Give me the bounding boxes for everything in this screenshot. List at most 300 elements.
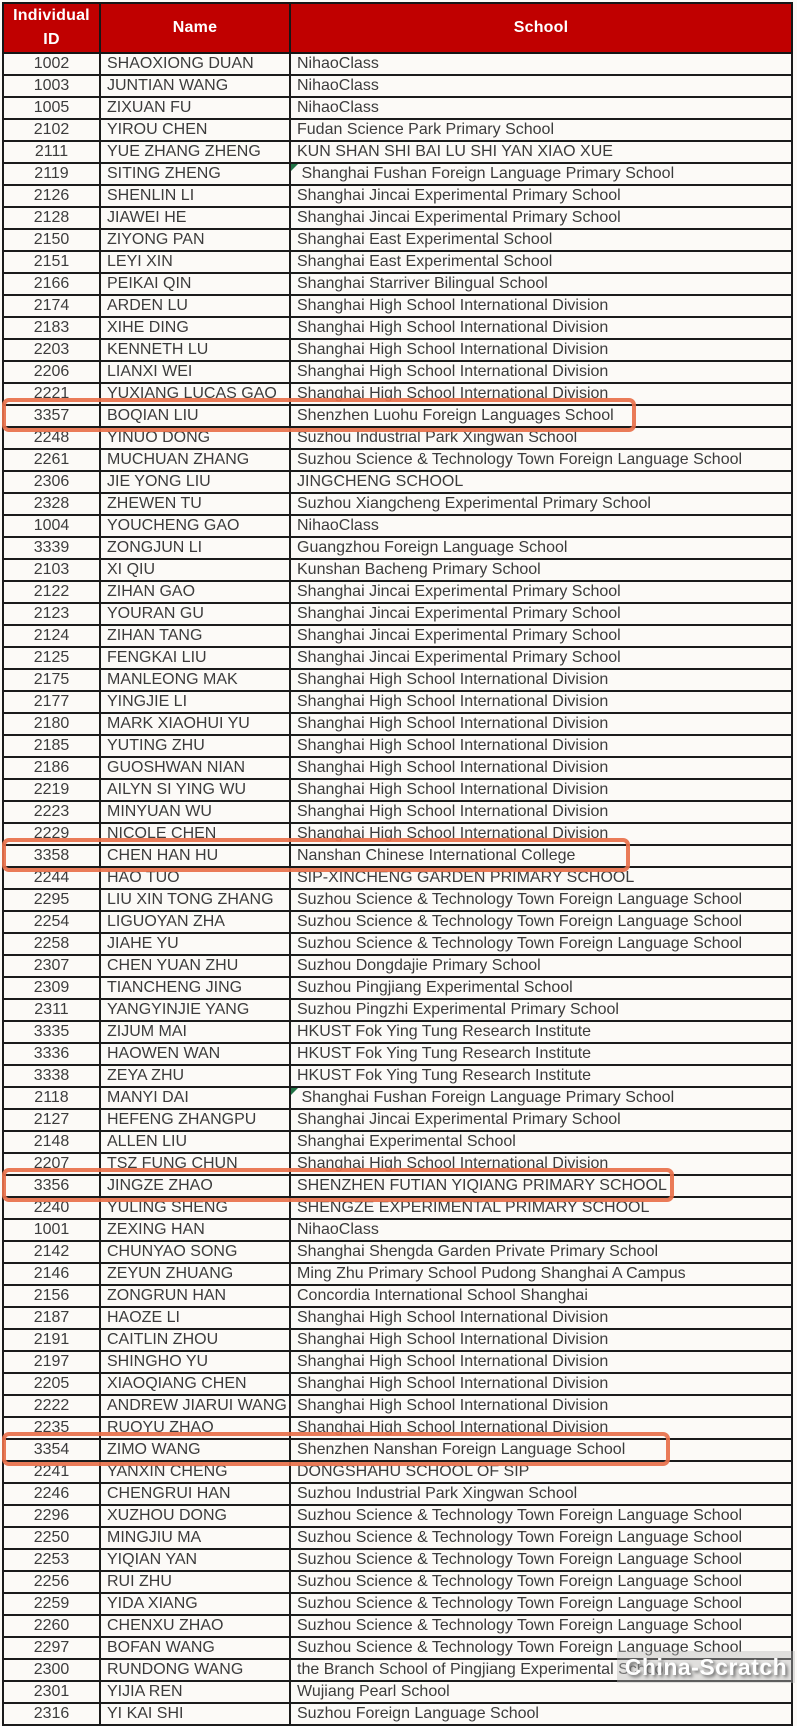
cell-school: Shanghai High School International Division	[290, 1417, 792, 1439]
cell-name: CAITLIN ZHOU	[100, 1329, 290, 1351]
cell-individual-id: 2229	[3, 823, 100, 845]
cell-name: TSZ FUNG CHUN	[100, 1153, 290, 1175]
table-row	[3, 1571, 792, 1593]
table-row	[3, 757, 792, 779]
cell-name: RUOYU ZHAO	[100, 1417, 290, 1439]
cell-individual-id: 2244	[3, 867, 100, 889]
cell-school: HKUST Fok Ying Tung Research Institute	[290, 1021, 792, 1043]
cell-name: ZIYONG PAN	[100, 229, 290, 251]
cell-school: Shanghai Jincai Experimental Primary School	[290, 625, 792, 647]
cell-individual-id: 2309	[3, 977, 100, 999]
cell-school: Shanghai East Experimental School	[290, 251, 792, 273]
cell-school: Shanghai Jincai Experimental Primary School	[290, 1109, 792, 1131]
cell-name: YIJIA REN	[100, 1681, 290, 1703]
cell-individual-id: 3335	[3, 1021, 100, 1043]
cell-individual-id: 2124	[3, 625, 100, 647]
cell-school: Concordia International School Shanghai	[290, 1285, 792, 1307]
cell-school: Nanshan Chinese International College	[290, 845, 792, 867]
table-row	[3, 339, 792, 361]
cell-individual-id: 1004	[3, 515, 100, 537]
cell-name: CHUNYAO SONG	[100, 1241, 290, 1263]
cell-individual-id: 2311	[3, 999, 100, 1021]
table-row	[3, 1527, 792, 1549]
cell-individual-id: 2150	[3, 229, 100, 251]
cell-individual-id: 2177	[3, 691, 100, 713]
cell-school: Shanghai Fushan Foreign Language Primary School	[290, 163, 792, 185]
cell-individual-id: 2102	[3, 119, 100, 141]
table-row	[3, 1505, 792, 1527]
cell-school: Shanghai East Experimental School	[290, 229, 792, 251]
table-row	[3, 1241, 792, 1263]
cell-name: YINGJIE LI	[100, 691, 290, 713]
cell-school: Shanghai High School International Division	[290, 339, 792, 361]
cell-school: Suzhou Science & Technology Town Foreign Language School	[290, 933, 792, 955]
cell-name: LEYI XIN	[100, 251, 290, 273]
cell-individual-id: 2197	[3, 1351, 100, 1373]
cell-individual-id: 2174	[3, 295, 100, 317]
cell-individual-id: 2205	[3, 1373, 100, 1395]
table-row	[3, 1395, 792, 1417]
table-row	[3, 119, 792, 141]
cell-name: HAOZE LI	[100, 1307, 290, 1329]
table-container	[2, 2, 793, 1726]
cell-name: XI QIU	[100, 559, 290, 581]
cell-name: YIDA XIANG	[100, 1593, 290, 1615]
table-row	[3, 911, 792, 933]
cell-school: Suzhou Science & Technology Town Foreign Language School	[290, 911, 792, 933]
cell-school: Shanghai Shengda Garden Private Primary School	[290, 1241, 792, 1263]
table-row	[3, 449, 792, 471]
table-row	[3, 1131, 792, 1153]
cell-school: Suzhou Science & Technology Town Foreign Language School	[290, 1571, 792, 1593]
table-row	[3, 691, 792, 713]
cell-name: YANXIN CHENG	[100, 1461, 290, 1483]
cell-individual-id: 2235	[3, 1417, 100, 1439]
watermark: China-Scratch	[617, 1651, 795, 1683]
cell-individual-id: 2207	[3, 1153, 100, 1175]
cell-name: SHAOXIONG DUAN	[100, 53, 290, 75]
cell-school: Shanghai Jincai Experimental Primary School	[290, 207, 792, 229]
cell-school: Shanghai High School International Division	[290, 1153, 792, 1175]
cell-school: Suzhou Industrial Park Xingwan School	[290, 427, 792, 449]
cell-school: Suzhou Industrial Park Xingwan School	[290, 1483, 792, 1505]
table-row	[3, 625, 792, 647]
cell-name: ALLEN LIU	[100, 1131, 290, 1153]
cell-name: LIANXI WEI	[100, 361, 290, 383]
cell-individual-id: 2185	[3, 735, 100, 757]
table-row	[3, 361, 792, 383]
table-row	[3, 669, 792, 691]
cell-school: HKUST Fok Ying Tung Research Institute	[290, 1065, 792, 1087]
cell-school: Shanghai Jincai Experimental Primary School	[290, 647, 792, 669]
table-row	[3, 1219, 792, 1241]
cell-name: JUNTIAN WANG	[100, 75, 290, 97]
cell-individual-id: 2126	[3, 185, 100, 207]
table-row	[3, 1417, 792, 1439]
cell-name: ZONGJUN LI	[100, 537, 290, 559]
cell-school: Wujiang Pearl School	[290, 1681, 792, 1703]
cell-individual-id: 2307	[3, 955, 100, 977]
table-row	[3, 559, 792, 581]
cell-school: Shanghai High School International Division	[290, 801, 792, 823]
table-row	[3, 1175, 792, 1197]
participants-table	[2, 2, 793, 1726]
cell-individual-id: 2123	[3, 603, 100, 625]
table-row	[3, 1307, 792, 1329]
header-row	[3, 3, 792, 53]
cell-individual-id: 2111	[3, 141, 100, 163]
cell-name: RUNDONG WANG	[100, 1659, 290, 1681]
cell-name: XUZHOU DONG	[100, 1505, 290, 1527]
cell-name: MINYUAN WU	[100, 801, 290, 823]
table-row	[3, 75, 792, 97]
cell-name: CHENXU ZHAO	[100, 1615, 290, 1637]
cell-name: ZEYUN ZHUANG	[100, 1263, 290, 1285]
cell-name: HAOWEN WAN	[100, 1043, 290, 1065]
table-row	[3, 515, 792, 537]
cell-school: Shanghai High School International Division	[290, 735, 792, 757]
table-row	[3, 405, 792, 427]
cell-name: SHENLIN LI	[100, 185, 290, 207]
table-row	[3, 1549, 792, 1571]
table-row	[3, 603, 792, 625]
cell-name: ARDEN LU	[100, 295, 290, 317]
cell-name: CHEN YUAN ZHU	[100, 955, 290, 977]
cell-name: ZEXING HAN	[100, 1219, 290, 1241]
cell-school: DONGSHAHU SCHOOL OF SIP	[290, 1461, 792, 1483]
cell-name: BOQIAN LIU	[100, 405, 290, 427]
cell-school: NihaoClass	[290, 1219, 792, 1241]
cell-individual-id: 2148	[3, 1131, 100, 1153]
cell-school: Shanghai Experimental School	[290, 1131, 792, 1153]
cell-individual-id: 2246	[3, 1483, 100, 1505]
cell-name: ZHEWEN TU	[100, 493, 290, 515]
cell-individual-id: 2125	[3, 647, 100, 669]
cell-individual-id: 3358	[3, 845, 100, 867]
cell-school: Suzhou Science & Technology Town Foreign Language School	[290, 1505, 792, 1527]
column-header-individual-id: Individual ID	[3, 3, 100, 53]
cell-name: YUXIANG LUCAS GAO	[100, 383, 290, 405]
cell-school: HKUST Fok Ying Tung Research Institute	[290, 1043, 792, 1065]
cell-name: ZIMO WANG	[100, 1439, 290, 1461]
table-row	[3, 537, 792, 559]
cell-individual-id: 2260	[3, 1615, 100, 1637]
cell-school: the Branch School of Pingjiang Experimental School	[290, 1659, 792, 1681]
cell-name: YUTING ZHU	[100, 735, 290, 757]
table-row	[3, 1593, 792, 1615]
cell-name: FENGKAI LIU	[100, 647, 290, 669]
cell-name: YOUCHENG GAO	[100, 515, 290, 537]
table-row	[3, 141, 792, 163]
cell-school: Suzhou Science & Technology Town Foreign Language School	[290, 1527, 792, 1549]
cell-school: Shenzhen Luohu Foreign Languages School	[290, 405, 792, 427]
cell-school: Shanghai Jincai Experimental Primary School	[290, 603, 792, 625]
table-row	[3, 427, 792, 449]
cell-school: Shenzhen Nanshan Foreign Language School	[290, 1439, 792, 1461]
cell-school: Suzhou Dongdajie Primary School	[290, 955, 792, 977]
cell-school: Shanghai High School International Division	[290, 1307, 792, 1329]
cell-name: KENNETH LU	[100, 339, 290, 361]
cell-school: Suzhou Pingzhi Experimental Primary School	[290, 999, 792, 1021]
comment-flag-icon	[291, 1088, 298, 1095]
cell-name: TIANCHENG JING	[100, 977, 290, 999]
cell-school: Shanghai High School International Division	[290, 823, 792, 845]
cell-individual-id: 2241	[3, 1461, 100, 1483]
cell-individual-id: 2295	[3, 889, 100, 911]
cell-school: Shanghai High School International Division	[290, 317, 792, 339]
cell-name: ZIHAN GAO	[100, 581, 290, 603]
cell-individual-id: 2248	[3, 427, 100, 449]
table-row	[3, 1285, 792, 1307]
cell-individual-id: 2183	[3, 317, 100, 339]
table-row	[3, 1483, 792, 1505]
cell-individual-id: 2258	[3, 933, 100, 955]
cell-individual-id: 2328	[3, 493, 100, 515]
table-row	[3, 53, 792, 75]
table-row	[3, 581, 792, 603]
cell-name: MUCHUAN ZHANG	[100, 449, 290, 471]
cell-school: Shanghai High School International Division	[290, 691, 792, 713]
cell-name: SITING ZHENG	[100, 163, 290, 185]
table-row	[3, 1439, 792, 1461]
cell-school: NihaoClass	[290, 53, 792, 75]
cell-individual-id: 3336	[3, 1043, 100, 1065]
cell-name: XIAOQIANG CHEN	[100, 1373, 290, 1395]
cell-individual-id: 2301	[3, 1681, 100, 1703]
cell-individual-id: 3339	[3, 537, 100, 559]
table-row	[3, 1703, 792, 1725]
cell-name: RUI ZHU	[100, 1571, 290, 1593]
cell-individual-id: 3354	[3, 1439, 100, 1461]
cell-school: Shanghai Jincai Experimental Primary School	[290, 581, 792, 603]
cell-school: Shanghai High School International Division	[290, 383, 792, 405]
table-row	[3, 1373, 792, 1395]
cell-individual-id: 2240	[3, 1197, 100, 1219]
cell-name: MANYI DAI	[100, 1087, 290, 1109]
cell-name: JIE YONG LIU	[100, 471, 290, 493]
table-row	[3, 1065, 792, 1087]
cell-name: JIAWEI HE	[100, 207, 290, 229]
cell-individual-id: 2127	[3, 1109, 100, 1131]
cell-school: Suzhou Science & Technology Town Foreign Language School	[290, 1549, 792, 1571]
cell-name: YI KAI SHI	[100, 1703, 290, 1725]
table-row	[3, 207, 792, 229]
cell-school: Shanghai High School International Division	[290, 1351, 792, 1373]
table-row	[3, 1351, 792, 1373]
table-row	[3, 1461, 792, 1483]
cell-name: YIROU CHEN	[100, 119, 290, 141]
cell-name: AILYN SI YING WU	[100, 779, 290, 801]
cell-individual-id: 2223	[3, 801, 100, 823]
cell-individual-id: 2306	[3, 471, 100, 493]
cell-individual-id: 2151	[3, 251, 100, 273]
cell-name: HEFENG ZHANGPU	[100, 1109, 290, 1131]
table-row	[3, 889, 792, 911]
cell-school: Suzhou Science & Technology Town Foreign Language School	[290, 1637, 792, 1659]
table-row	[3, 1263, 792, 1285]
cell-individual-id: 2253	[3, 1549, 100, 1571]
cell-individual-id: 2191	[3, 1329, 100, 1351]
table-row	[3, 845, 792, 867]
cell-school: Ming Zhu Primary School Pudong Shanghai A Campus	[290, 1263, 792, 1285]
cell-name: CHENGRUI HAN	[100, 1483, 290, 1505]
cell-individual-id: 2119	[3, 163, 100, 185]
cell-name: YIQIAN YAN	[100, 1549, 290, 1571]
table-row	[3, 1109, 792, 1131]
comment-flag-icon	[291, 164, 298, 171]
table-row	[3, 955, 792, 977]
cell-school: Shanghai High School International Division	[290, 295, 792, 317]
table-row	[3, 1153, 792, 1175]
cell-individual-id: 3356	[3, 1175, 100, 1197]
cell-school: Shanghai High School International Division	[290, 1329, 792, 1351]
column-header-school: School	[290, 3, 792, 53]
cell-school: Suzhou Foreign Language School	[290, 1703, 792, 1725]
cell-school: Suzhou Xiangcheng Experimental Primary School	[290, 493, 792, 515]
cell-school: JINGCHENG SCHOOL	[290, 471, 792, 493]
cell-individual-id: 2180	[3, 713, 100, 735]
table-row	[3, 97, 792, 119]
cell-individual-id: 2254	[3, 911, 100, 933]
cell-school: Suzhou Science & Technology Town Foreign Language School	[290, 1593, 792, 1615]
cell-school: Shanghai High School International Division	[290, 1373, 792, 1395]
cell-school: Shanghai High School International Division	[290, 1395, 792, 1417]
cell-name: ZIXUAN FU	[100, 97, 290, 119]
cell-individual-id: 1003	[3, 75, 100, 97]
cell-individual-id: 2297	[3, 1637, 100, 1659]
cell-name: BOFAN WANG	[100, 1637, 290, 1659]
cell-individual-id: 2103	[3, 559, 100, 581]
table-row	[3, 1021, 792, 1043]
cell-name: YULING SHENG	[100, 1197, 290, 1219]
table-row	[3, 647, 792, 669]
cell-name: XIHE DING	[100, 317, 290, 339]
cell-individual-id: 2261	[3, 449, 100, 471]
cell-individual-id: 2118	[3, 1087, 100, 1109]
table-row	[3, 1329, 792, 1351]
table-row	[3, 977, 792, 999]
cell-individual-id: 3357	[3, 405, 100, 427]
table-row	[3, 1615, 792, 1637]
cell-school: Shanghai High School International Division	[290, 361, 792, 383]
cell-individual-id: 2128	[3, 207, 100, 229]
cell-name: CHEN HAN HU	[100, 845, 290, 867]
cell-individual-id: 2187	[3, 1307, 100, 1329]
cell-name: ZEYA ZHU	[100, 1065, 290, 1087]
cell-school: Suzhou Science & Technology Town Foreign Language School	[290, 449, 792, 471]
cell-name: JIAHE YU	[100, 933, 290, 955]
table-row	[3, 779, 792, 801]
cell-name: NICOLE CHEN	[100, 823, 290, 845]
cell-individual-id: 2222	[3, 1395, 100, 1417]
cell-individual-id: 2296	[3, 1505, 100, 1527]
table-row	[3, 823, 792, 845]
cell-name: ZIHAN TANG	[100, 625, 290, 647]
table-row	[3, 801, 792, 823]
cell-school: Shanghai High School International Division	[290, 669, 792, 691]
cell-school: Suzhou Science & Technology Town Foreign Language School	[290, 1615, 792, 1637]
cell-name: YANGYINJIE YANG	[100, 999, 290, 1021]
table-row	[3, 229, 792, 251]
table-row	[3, 273, 792, 295]
cell-name: SHINGHO YU	[100, 1351, 290, 1373]
cell-name: MINGJIU MA	[100, 1527, 290, 1549]
cell-school: KUN SHAN SHI BAI LU SHI YAN XIAO XUE	[290, 141, 792, 163]
cell-individual-id: 2166	[3, 273, 100, 295]
table-row	[3, 163, 792, 185]
cell-name: ZIJUM MAI	[100, 1021, 290, 1043]
cell-school: Shanghai High School International Division	[290, 779, 792, 801]
table-row	[3, 251, 792, 273]
table-row	[3, 1681, 792, 1703]
table-row	[3, 383, 792, 405]
cell-individual-id: 2206	[3, 361, 100, 383]
cell-individual-id: 1001	[3, 1219, 100, 1241]
cell-name: ANDREW JIARUI WANG	[100, 1395, 290, 1417]
cell-name: ZONGRUN HAN	[100, 1285, 290, 1307]
table-row	[3, 867, 792, 889]
cell-school: Suzhou Science & Technology Town Foreign Language School	[290, 889, 792, 911]
cell-individual-id: 2156	[3, 1285, 100, 1307]
cell-school: SHENGZE EXPERIMENTAL PRIMARY SCHOOL	[290, 1197, 792, 1219]
cell-name: LIGUOYAN ZHA	[100, 911, 290, 933]
column-header-name: Name	[100, 3, 290, 53]
cell-school: Kunshan Bacheng Primary School	[290, 559, 792, 581]
table-row	[3, 1043, 792, 1065]
cell-individual-id: 2300	[3, 1659, 100, 1681]
cell-individual-id: 2221	[3, 383, 100, 405]
cell-name: HAO TUO	[100, 867, 290, 889]
cell-name: YOURAN GU	[100, 603, 290, 625]
cell-individual-id: 2259	[3, 1593, 100, 1615]
cell-school: Guangzhou Foreign Language School	[290, 537, 792, 559]
table-row	[3, 933, 792, 955]
cell-name: PEIKAI QIN	[100, 273, 290, 295]
cell-individual-id: 2122	[3, 581, 100, 603]
cell-school: SIP-XINCHENG GARDEN PRIMARY SCHOOL	[290, 867, 792, 889]
cell-individual-id: 2203	[3, 339, 100, 361]
cell-individual-id: 2175	[3, 669, 100, 691]
cell-individual-id: 3338	[3, 1065, 100, 1087]
cell-name: GUOSHWAN NIAN	[100, 757, 290, 779]
cell-individual-id: 2316	[3, 1703, 100, 1725]
table-row	[3, 493, 792, 515]
table-row	[3, 1087, 792, 1109]
table-row	[3, 471, 792, 493]
table-row	[3, 1197, 792, 1219]
cell-school: NihaoClass	[290, 515, 792, 537]
table-row	[3, 713, 792, 735]
cell-individual-id: 2142	[3, 1241, 100, 1263]
cell-individual-id: 2146	[3, 1263, 100, 1285]
cell-name: MANLEONG MAK	[100, 669, 290, 691]
cell-individual-id: 2250	[3, 1527, 100, 1549]
cell-school: Shanghai Fushan Foreign Language Primary School	[290, 1087, 792, 1109]
cell-name: LIU XIN TONG ZHANG	[100, 889, 290, 911]
cell-school: Shanghai High School International Division	[290, 757, 792, 779]
table-row	[3, 295, 792, 317]
cell-school: Shanghai High School International Division	[290, 713, 792, 735]
cell-school: Shanghai Starriver Bilingual School	[290, 273, 792, 295]
table-row	[3, 735, 792, 757]
cell-individual-id: 2186	[3, 757, 100, 779]
cell-school: SHENZHEN FUTIAN YIQIANG PRIMARY SCHOOL	[290, 1175, 792, 1197]
cell-school: Fudan Science Park Primary School	[290, 119, 792, 141]
table-row	[3, 185, 792, 207]
cell-individual-id: 2256	[3, 1571, 100, 1593]
cell-name: YUE ZHANG ZHENG	[100, 141, 290, 163]
cell-name: YINUO DONG	[100, 427, 290, 449]
